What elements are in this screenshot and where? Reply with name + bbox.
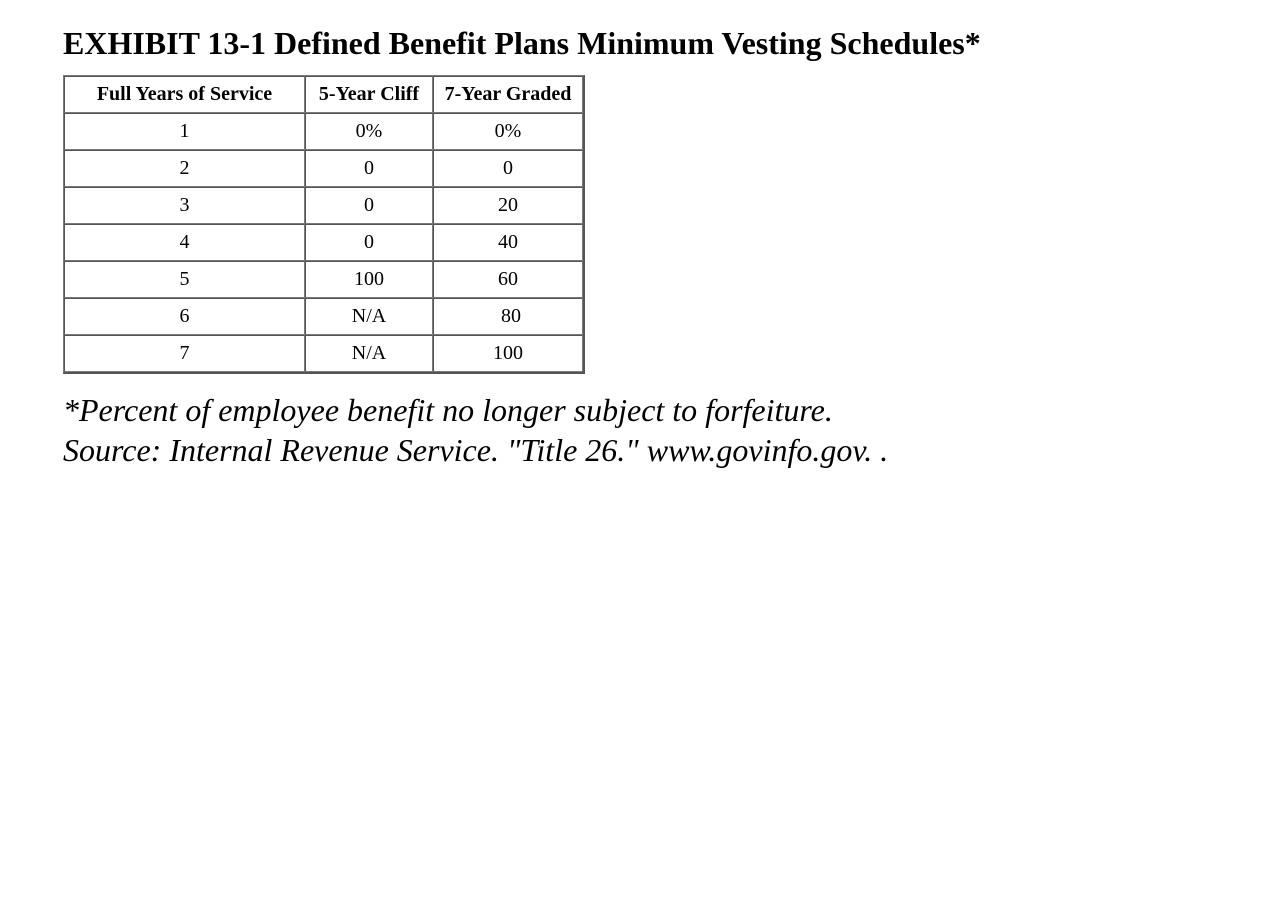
header-7-year-graded: 7-Year Graded [433, 76, 583, 113]
cliff-cell: N/A [305, 298, 433, 335]
source-citation: Source: Internal Revenue Service. "Title 26." www.govinfo.gov. . [63, 432, 889, 468]
cliff-cell: N/A [305, 335, 433, 372]
table-row [64, 113, 583, 150]
table-row [64, 187, 583, 224]
graded-cell: 80 [433, 298, 583, 335]
years-cell: 6 [64, 298, 305, 335]
graded-cell: 0 [433, 150, 583, 187]
graded-cell: 0% [433, 113, 583, 150]
cliff-cell: 100 [305, 261, 433, 298]
graded-cell: 20 [433, 187, 583, 224]
graded-cell: 60 [433, 261, 583, 298]
table-row [64, 261, 583, 298]
years-cell: 5 [64, 261, 305, 298]
vesting-schedule-table [63, 75, 585, 374]
footnote-text: *Percent of employee benefit no longer subject to forfeiture. [63, 392, 833, 428]
graded-cell: 40 [433, 224, 583, 261]
cliff-cell: 0% [305, 113, 433, 150]
table-row [64, 335, 583, 372]
table-row [64, 298, 583, 335]
table-header-row [64, 76, 583, 113]
footnotes [63, 390, 1284, 470]
exhibit-title: EXHIBIT 13-1 Defined Benefit Plans Minimum Vesting Schedules* [63, 25, 981, 61]
years-cell: 1 [64, 113, 305, 150]
cliff-cell: 0 [305, 187, 433, 224]
cliff-cell: 0 [305, 224, 433, 261]
years-cell: 3 [64, 187, 305, 224]
table-row [64, 150, 583, 187]
years-cell: 2 [64, 150, 305, 187]
header-5-year-cliff: 5-Year Cliff [305, 76, 433, 113]
header-full-years-of-service: Full Years of Service [64, 76, 305, 113]
years-cell: 4 [64, 224, 305, 261]
graded-cell: 100 [433, 335, 583, 372]
table-row [64, 224, 583, 261]
cliff-cell: 0 [305, 150, 433, 187]
years-cell: 7 [64, 335, 305, 372]
